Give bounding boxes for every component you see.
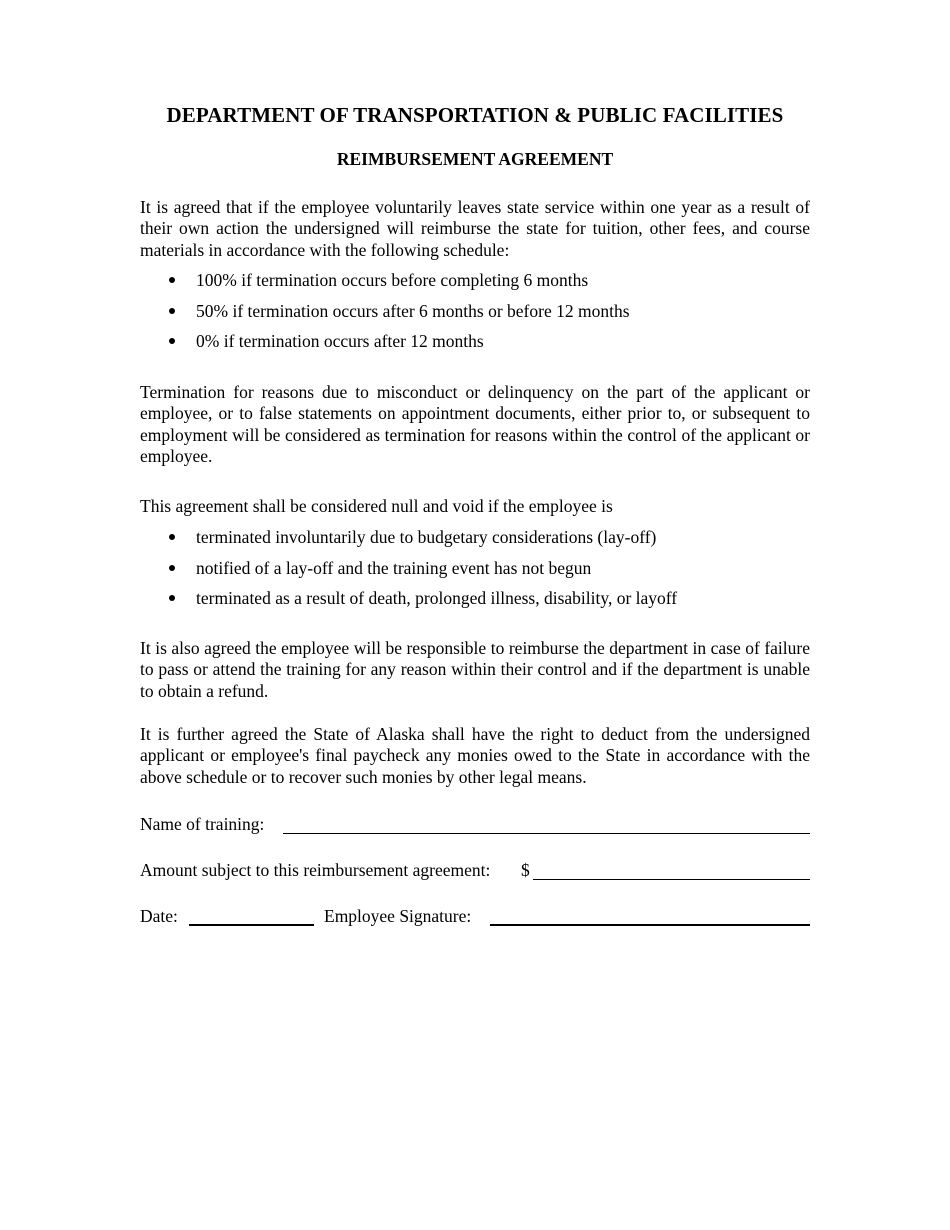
training-name-label: Name of training: [140, 814, 265, 834]
amount-row [140, 860, 810, 884]
date-field[interactable] [189, 924, 314, 926]
schedule-item: 100% if termination occurs before completing 6 months [140, 270, 810, 301]
document-title: DEPARTMENT OF TRANSPORTATION & PUBLIC FACILITIES [166, 103, 784, 127]
training-name-row [140, 814, 810, 838]
date-label: Date: [140, 906, 178, 926]
deduction-paragraph: It is further agreed the State of Alaska shall have the right to deduct from the undersigned applicant or employee's final paycheck any monies owed to the State in accordance with the above schedule or to recover such monies by other legal means. [140, 724, 810, 787]
responsibility-paragraph: It is also agreed the employee will be responsible to reimburse the department in case of failure to pass or attend the training for any reason within their control and if the department is unable to obtain a refund. [140, 638, 810, 701]
date-signature-row [140, 906, 810, 930]
condition-item: terminated as a result of death, prolonged illness, disability, or layoff [140, 588, 810, 619]
condition-item: notified of a lay-off and the training event has not begun [140, 558, 810, 589]
null-void-conditions-list [140, 527, 810, 619]
signature-label: Employee Signature: [324, 906, 472, 926]
termination-paragraph: Termination for reasons due to misconduct or delinquency on the part of the applicant or employee, or to false statements on appointment documents, either prior to, or subsequent to employment will be considered as termination for reasons within the control of the applicant or employee. [140, 382, 810, 466]
null-void-paragraph: This agreement shall be considered null and void if the employee is [140, 496, 613, 516]
document-subtitle: REIMBURSEMENT AGREEMENT [336, 149, 614, 169]
schedule-item: 0% if termination occurs after 12 months [140, 331, 810, 362]
currency-symbol: $ [521, 860, 530, 880]
training-name-field[interactable] [283, 833, 810, 834]
reimbursement-schedule-list [140, 270, 810, 362]
schedule-item: 50% if termination occurs after 6 months or before 12 months [140, 301, 810, 332]
intro-paragraph: It is agreed that if the employee voluntarily leaves state service within one year as a result of their own action the undersigned will reimburse the state for tuition, other fees, and course materials in accordance with the following schedule: [140, 197, 810, 260]
amount-field[interactable] [533, 879, 810, 880]
amount-label: Amount subject to this reimbursement agreement: [140, 860, 491, 880]
signature-field[interactable] [490, 924, 810, 926]
condition-item: terminated involuntarily due to budgetary considerations (lay-off) [140, 527, 810, 558]
